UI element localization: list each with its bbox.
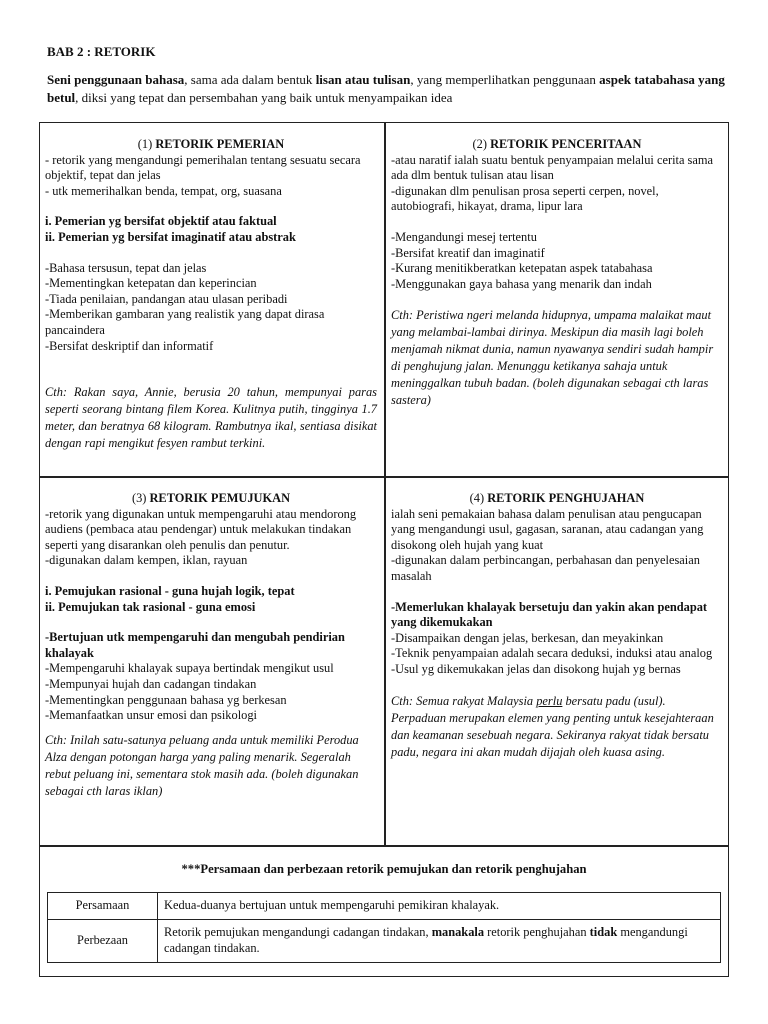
cell-retorik-pemujukan — [45, 491, 377, 800]
intro-definition — [47, 71, 737, 107]
feature-line: -Mementingkan penggunaan bahasa yg berkesan — [45, 692, 287, 707]
example-underlined: perlu — [536, 693, 563, 708]
intro-bold-3: aspek tatabahasa yang betul — [47, 72, 725, 105]
example-text: Cth: Rakan saya, Annie, berusia 20 tahun, mempunyai paras seperti seorang bintang filem Korea. Kulitnya putih, tingginya 1.7 meter, dan beratnya 68 kilogram. Rambutnya ikal, sentiasa disikat dengan rapi mengikut fesyen rambut terkini. — [45, 385, 377, 451]
feature-line: -Tiada penilaian, pandangan atau ulasan peribadi — [45, 291, 288, 306]
intro-text-3: , diksi yang tepat dan persembahan yang baik untuk menyampaikan idea — [75, 90, 453, 105]
cell-line: -retorik yang digunakan untuk mempengaruhi atau mendorong audiens (pembaca atau pendengar) untuk melakukan tindakan seperti yang disarankan oleh penulis dan penutur. — [45, 506, 357, 552]
heading-number: (2) — [472, 137, 491, 151]
heading-text: RETORIK PEMUJUKAN — [149, 491, 291, 505]
type-line: i. Pemujukan rasional - guna hujah logik, tepat — [45, 583, 295, 598]
type-line: ii. Pemujukan tak rasional - guna emosi — [45, 599, 256, 614]
feature-line: -Teknik penyampaian adalah secara deduksi, induksi atau analog — [391, 646, 713, 661]
feature-line: -Bersifat kreatif dan imaginatif — [391, 245, 545, 260]
cell-line: -digunakan dalam perbincangan, perbahasan dan penyelesaian masalah — [391, 553, 700, 583]
row-text: Kedua-duanya bertujuan untuk mempengaruhi pemikiran khalayak. — [158, 893, 721, 920]
intro-bold-1: Seni penggunaan bahasa — [47, 72, 185, 87]
purpose-line: -Bertujuan utk mempengaruhi dan mengubah pendirian khalayak — [45, 630, 345, 660]
cell-heading — [391, 491, 723, 507]
cell-heading — [45, 137, 377, 153]
row-text-bold: tidak — [589, 925, 618, 940]
comparison-table — [47, 892, 721, 963]
feature-line: -Mementingkan ketepatan dan keperincian — [45, 276, 257, 291]
cell-retorik-pemerian — [45, 137, 377, 452]
cell-line: - utk memerihalkan benda, tempat, org, suasana — [45, 183, 282, 198]
feature-line: -Memberikan gambaran yang realistik yang dapat dirasa pancaindera — [45, 307, 325, 337]
example-text: Cth: Peristiwa ngeri melanda hidupnya, umpama malaikat maut yang melambai-lambai dirinya. Meskipun dia masih lagi boleh menjamah nikmat dunia, namun nyawanya sendiri sudah hampir di penghujung jalan. Menunggu ketikanya sahaja untuk meninggalkan tubuh badan. (boleh digunakan sebagai cth laras sastera) — [391, 308, 714, 408]
row-text-part: mengandungi cadangan tindakan. — [164, 925, 688, 955]
example-text — [391, 693, 723, 761]
row-label: Persamaan — [48, 893, 158, 920]
cell-retorik-penghujahan — [391, 491, 723, 761]
heading-number: (4) — [469, 491, 488, 505]
example-part: bersatu padu (usul). Perpaduan merupakan elemen yang penting untuk kesejahteraan dan keamanan sesebuah negara. Sekiranya rakyat tidak bersatu padu, negara ini akan mudah dijajah oleh kuasa asing. — [391, 693, 714, 759]
chapter-title: BAB 2 : RETORIK — [47, 44, 156, 59]
row-text — [158, 920, 721, 963]
cell-heading — [391, 137, 723, 153]
cell-line: ialah seni pemakaian bahasa dalam penulisan atau pengucapan yang mengandungi usul, gagasan, saranan, atau cadangan yang disokong oleh hujah yang kuat — [391, 506, 704, 552]
table-divider-vertical — [384, 122, 386, 846]
feature-line: -Disampaikan dengan jelas, berkesan, dan meyakinkan — [391, 630, 664, 645]
comparison-title: ***Persamaan dan perbezaan retorik pemujukan dan retorik penghujahan — [181, 862, 587, 876]
feature-line: -Mengandungi mesej tertentu — [391, 229, 537, 244]
type-line: i. Pemerian yg bersifat objektif atau faktual — [45, 214, 277, 229]
row-label: Perbezaan — [48, 920, 158, 963]
purpose-line: -Memerlukan khalayak bersetuju dan yakin akan pendapat yang dikemukakan — [391, 599, 708, 630]
table-divider-horizontal-1 — [39, 476, 729, 478]
type-line: ii. Pemerian yg bersifat imaginatif atau abstrak — [45, 229, 296, 244]
feature-line: -Menggunakan gaya bahasa yang menarik dan indah — [391, 276, 652, 291]
intro-text-1: , sama ada dalam bentuk — [184, 72, 316, 87]
cell-line: - retorik yang mengandungi pemerihalan tentang sesuatu secara objektif, tepat dan jelas — [45, 152, 361, 183]
cell-retorik-penceritaan — [391, 137, 723, 409]
heading-text: RETORIK PEMERIAN — [155, 137, 285, 151]
feature-line: -Mempunyai hujah dan cadangan tindakan — [45, 676, 257, 691]
feature-line: -Bahasa tersusun, tepat dan jelas — [45, 260, 207, 275]
feature-line: -Usul yg dikemukakan jelas dan disokong hujah yg bernas — [391, 661, 681, 676]
example-text: Cth: Inilah satu-satunya peluang anda untuk memiliki Perodua Alza dengan potongan harga yang paling menarik. Segeralah rebut peluang ini, sementara stok masih ada. (boleh digunakan sebagai cth laras iklan) — [45, 732, 359, 798]
row-text-part: Retorik pemujukan mengandungi cadangan tindakan, — [164, 925, 432, 940]
row-text-bold: manakala — [431, 925, 485, 940]
table-divider-horizontal-2 — [39, 845, 729, 847]
intro-bold-2: lisan atau tulisan — [315, 72, 411, 87]
example-part: Cth: Semua rakyat Malaysia — [391, 693, 537, 708]
cell-heading — [45, 491, 377, 507]
intro-text-2: , yang memperlihatkan penggunaan — [410, 72, 600, 87]
feature-line: -Bersifat deskriptif dan informatif — [45, 338, 214, 353]
heading-number: (3) — [131, 491, 150, 505]
feature-line: -Kurang menitikberatkan ketepatan aspek tatabahasa — [391, 261, 653, 276]
feature-line: -Mempengaruhi khalayak supaya bertindak mengikut usul — [45, 661, 334, 676]
row-text-part: retorik penghujahan — [484, 925, 590, 940]
heading-text: RETORIK PENGHUJAHAN — [487, 491, 645, 505]
table-row — [48, 893, 721, 920]
table-row — [48, 920, 721, 963]
cell-line: -atau naratif ialah suatu bentuk penyampaian melalui cerita sama ada dlm bentuk tulisan atau lisan — [391, 152, 714, 183]
heading-text: RETORIK PENCERITAAN — [490, 137, 642, 151]
cell-line: -digunakan dlm penulisan prosa seperti cerpen, novel, autobiografi, hikayat, drama, lipur lara — [391, 183, 659, 214]
heading-number: (1) — [137, 137, 156, 151]
feature-line: -Memanfaatkan unsur emosi dan psikologi — [45, 708, 257, 723]
cell-line: -digunakan dalam kempen, iklan, rayuan — [45, 553, 248, 568]
